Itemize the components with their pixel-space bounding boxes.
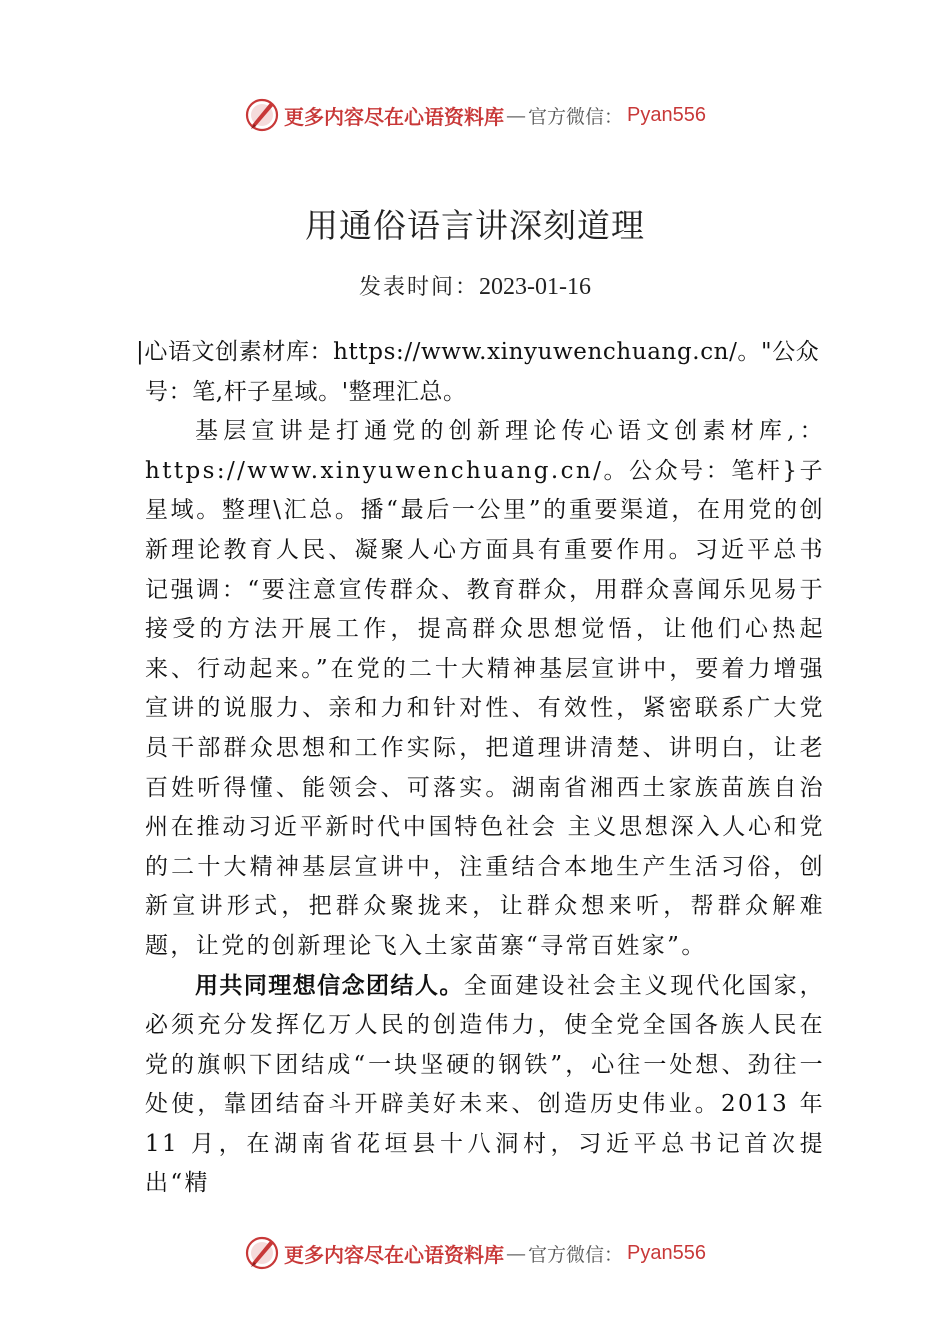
source-note: |心语文创素材库：https://www.xinyuwenchuang.cn/。"公众号：笔,杆子星域。'整理汇总。	[136, 339, 820, 405]
watermark-wechat-id: Pyan556	[627, 1241, 706, 1264]
publish-date-value: 2023-01-16	[479, 274, 591, 300]
watermark-wechat-label: 官方微信：	[528, 105, 624, 128]
footer-watermark	[0, 1233, 950, 1273]
watermark-wechat-label: 官方微信：	[528, 1243, 624, 1266]
paragraph-2-text: 全面建设社会主义现代化国家，必须充分发挥亿万人民的创造伟力，使全党全国各族人民在党的旗帜下团结成“一块坚硬的钢铁”，心往一处想、劲往一处使，靠团结奋斗开辟美好未来、创造历史伟业。2013 年 11 月，在湖南省花垣县十八洞村，习近平总书记首次提出“精	[145, 972, 825, 1197]
header-watermark	[0, 95, 950, 135]
paragraph-2	[145, 967, 825, 1205]
publish-date-label: 发表时间：	[359, 275, 480, 300]
paragraph-2-lead: 用共同理想信念团结人。	[195, 972, 464, 999]
publish-date	[0, 270, 950, 301]
watermark-separator: —	[506, 1241, 526, 1265]
quill-seal-logo-icon	[244, 1235, 280, 1271]
watermark-separator: —	[506, 103, 526, 127]
paragraph-1: 基层宣讲是打通党的创新理论传心语文创素材库,：https://www.xinyuwenchuang.cn/。公众号：笔杆}子星域。整理\汇总。播“最后一公里”的重要渠道，在用党的创新理论教育人民、凝聚人心方面具有重要作用。习近平总书记强调：“要注意宣传群众、教育群众，用群众喜闻乐见易于接受的方法开展工作，提高群众思想觉悟，让他们心热起来、行动起来。”在党的二十大精神基层宣讲中，要着力增强宣讲的说服力、亲和力和针对性、有效性，紧密联系广大党员干部群众思想和工作实际，把道理讲清楚、讲明白，让老百姓听得懂、能领会、可落实。湖南省湘西土家族苗族自治州在推动习近平新时代中国特色社会 主义思想深入人心和党的二十大精神基层宣讲中，注重结合本地生产生活习俗，创新宣讲形式，把群众聚拢来，让群众想来听，帮群众解难题，让党的创新理论飞入土家苗寨“寻常百姓家”。	[145, 418, 825, 959]
watermark-text: 更多内容尽在心语资料库	[284, 1242, 504, 1267]
watermark-text: 更多内容尽在心语资料库	[284, 104, 504, 129]
quill-seal-logo-icon	[244, 97, 280, 133]
watermark-wechat-id: Pyan556	[627, 103, 706, 126]
article-body	[136, 333, 825, 1204]
article-title: 用通俗语言讲深刻道理	[305, 206, 645, 245]
